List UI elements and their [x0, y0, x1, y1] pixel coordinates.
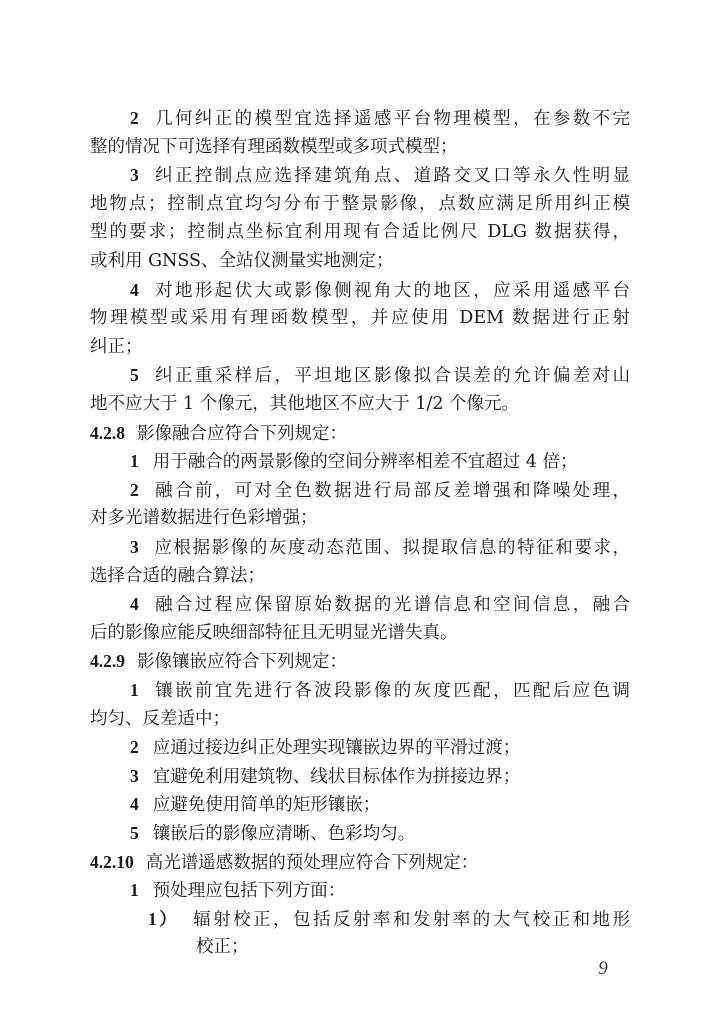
- line-text: 对多光谱数据进行色彩增强；: [90, 508, 318, 529]
- section-number: 4.2.10: [90, 851, 134, 872]
- text-line: [90, 333, 630, 362]
- text-line: [90, 190, 630, 219]
- section-heading: [90, 647, 630, 676]
- line-text: 或利用 GNSS、全站仪测量实地测定；: [90, 251, 394, 271]
- item-number: 2: [130, 737, 139, 758]
- line-text: 均匀、反差适中；: [90, 708, 230, 729]
- text-line: [90, 590, 630, 619]
- line-text: 镶嵌后的影像应清晰、色彩均匀。: [152, 824, 416, 844]
- line-text: 预处理应包括下列方面：: [152, 881, 346, 902]
- text-line: [90, 676, 630, 705]
- item-number: 5: [130, 365, 139, 386]
- item-number: 1: [130, 880, 139, 901]
- line-text: 影像融合应符合下列规定：: [137, 423, 347, 444]
- text-line: [90, 133, 630, 162]
- line-text: 高光谱遥感数据的预处理应符合下列规定：: [145, 852, 479, 873]
- section-number: 4.2.9: [90, 651, 125, 672]
- item-number: 4: [130, 794, 139, 815]
- text-line: [90, 819, 630, 848]
- text-line: [90, 733, 630, 762]
- line-text: 融合前，可对全色数据进行局部反差增强和降噪处理，: [152, 480, 630, 501]
- line-text: 融合过程应保留原始数据的光谱信息和空间信息，融合: [152, 595, 630, 616]
- text-line: [90, 562, 630, 591]
- item-number: 2: [130, 479, 139, 500]
- line-text: 整的情况下可选择有理函数模型或多项式模型；: [90, 136, 458, 157]
- text-line: [90, 790, 630, 819]
- text-line: [90, 447, 630, 476]
- text-line: [90, 304, 630, 333]
- text-line: [90, 104, 630, 133]
- item-number: 1）: [148, 908, 180, 929]
- text-line: [90, 476, 630, 505]
- line-text: 用于融合的两景影像的空间分辨率相差不宜超过 4 倍；: [152, 452, 578, 473]
- text-line: [90, 247, 630, 276]
- line-text: 应避免使用简单的矩形镶嵌；: [152, 795, 381, 816]
- line-text: 地物点；控制点宜均匀分布于整景影像，点数应满足所用纠正模: [90, 193, 630, 214]
- line-text: 镶嵌前宜先进行各波段影像的灰度匹配，匹配后应色调: [152, 681, 630, 701]
- text-line: [90, 933, 630, 962]
- text-line: [90, 276, 630, 305]
- section-heading: [90, 848, 630, 877]
- text-line: [90, 619, 630, 648]
- line-text: 物理模型或采用有理函数模型，并应使用 DEM 数据进行正射: [90, 308, 630, 329]
- item-number: 3: [130, 765, 139, 786]
- item-number: 3: [130, 165, 139, 186]
- text-line: [90, 161, 630, 190]
- text-line: [90, 533, 630, 562]
- text-line: [90, 876, 630, 905]
- item-number: 1: [130, 451, 139, 472]
- page-number: 9: [598, 958, 608, 979]
- line-text: 型的要求；控制点坐标宜利用现有合适比例尺 DLG 数据获得，: [90, 222, 630, 243]
- line-text: 校正；: [196, 937, 249, 958]
- text-line: [90, 504, 630, 533]
- line-text: 应通过接边纠正处理实现镶嵌边界的平滑过渡；: [152, 738, 521, 759]
- section-heading: [90, 419, 630, 448]
- text-line: [90, 762, 630, 791]
- line-text: 地不应大于 1 个像元，其他地区不应大于 1/2 个像元。: [90, 394, 520, 414]
- text-line: [90, 905, 630, 934]
- line-text: 纠正重采样后，平坦地区影像拟合误差的允许偏差对山: [152, 366, 630, 387]
- item-number: 4: [130, 594, 139, 615]
- text-line: [90, 218, 630, 247]
- line-text: 后的影像应能反映细部特征且无明显光谱失真。: [90, 622, 458, 643]
- item-number: 1: [130, 680, 139, 700]
- line-text: 对地形起伏大或影像侧视角大的地区，应采用遥感平台: [152, 280, 630, 301]
- item-number: 5: [130, 823, 139, 843]
- line-text: 几何纠正的模型宜选择遥感平台物理模型，在参数不完: [152, 109, 630, 129]
- line-text: 纠正控制点应选择建筑角点、道路交叉口等永久性明显: [152, 166, 630, 187]
- item-number: 2: [130, 108, 139, 128]
- text-line: [90, 390, 630, 419]
- line-text: 宜避免利用建筑物、线状目标体作为拼接边界；: [152, 766, 521, 787]
- text-line: [90, 361, 630, 390]
- line-text: 应根据影像的灰度动态范围、拟提取信息的特征和要求，: [152, 538, 630, 558]
- item-number: 3: [130, 537, 139, 557]
- line-text: 辐射校正，包括反射率和发射率的大气校正和地形: [193, 909, 630, 930]
- line-text: 影像镶嵌应符合下列规定：: [137, 652, 347, 673]
- item-number: 4: [130, 279, 139, 300]
- section-number: 4.2.8: [90, 422, 125, 443]
- line-text: 纠正；: [90, 336, 143, 357]
- text-line: [90, 705, 630, 734]
- line-text: 选择合适的融合算法；: [90, 565, 265, 586]
